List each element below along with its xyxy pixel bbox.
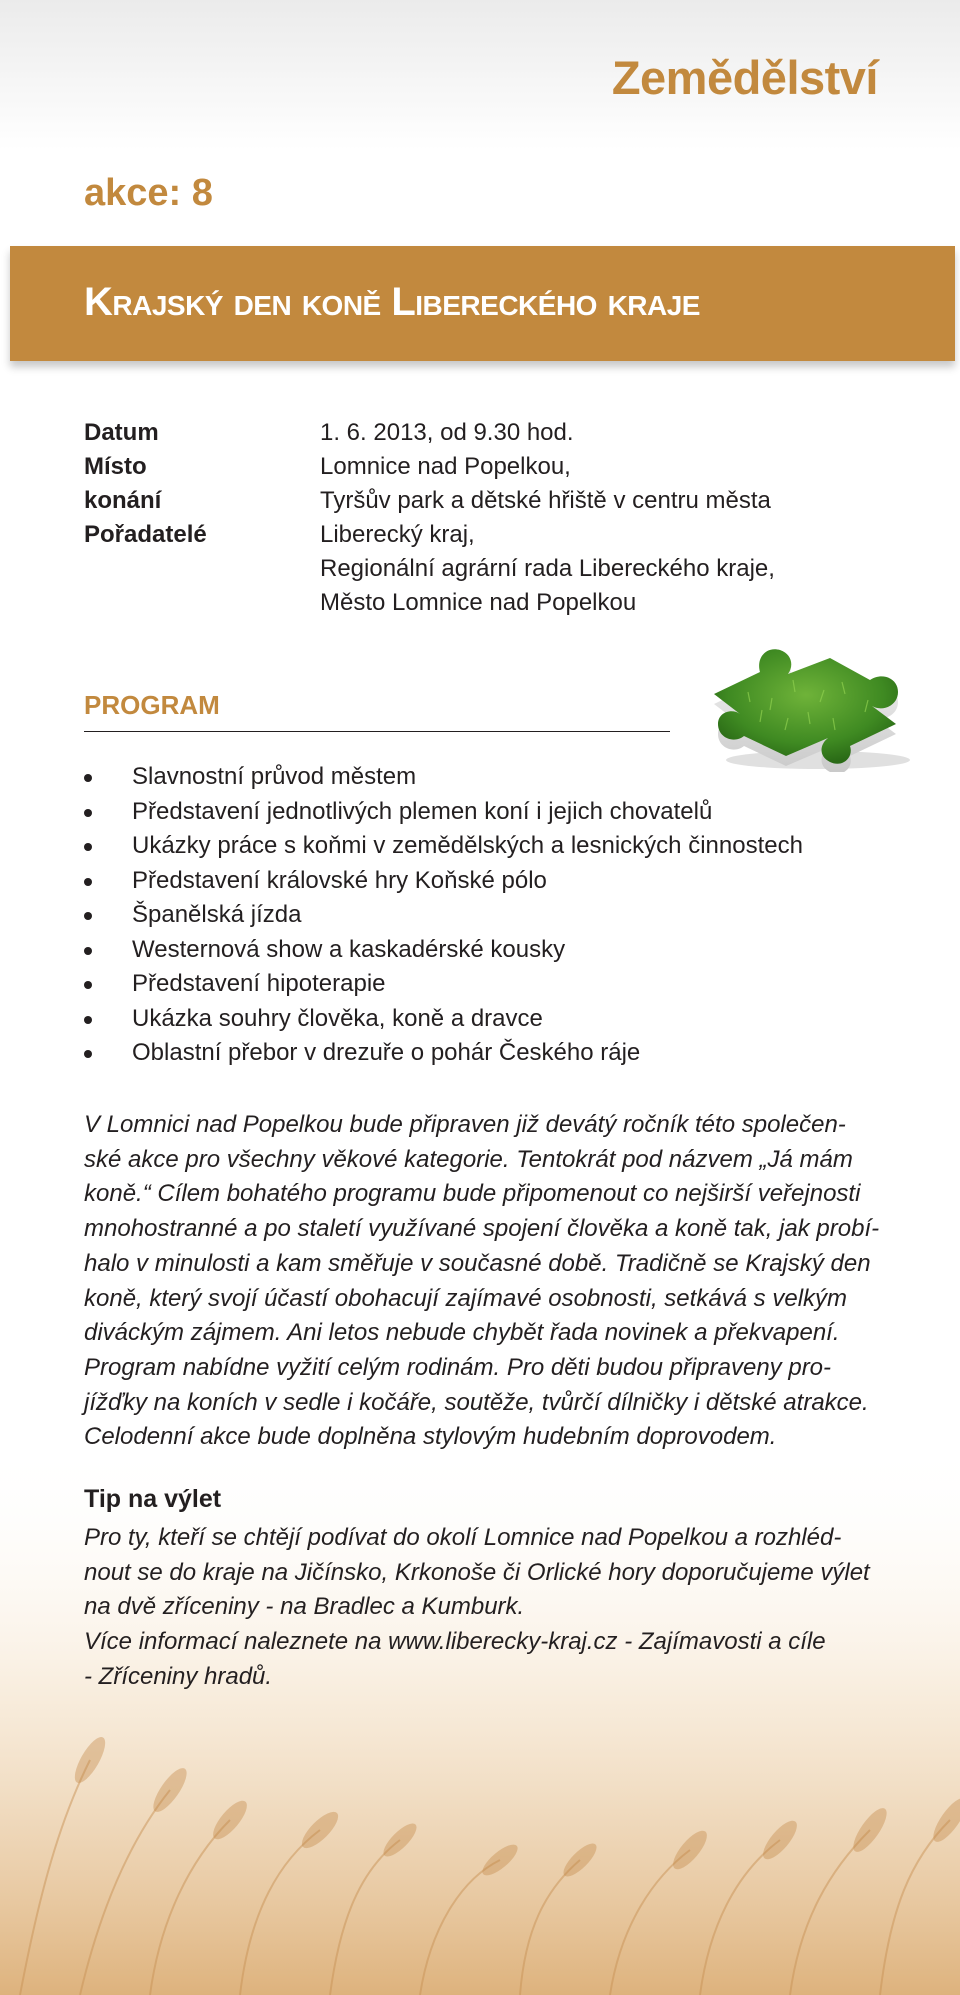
list-item xyxy=(84,795,803,830)
organizer-line: Město Lomnice nad Popelkou xyxy=(320,589,637,616)
bullet-icon xyxy=(84,774,92,782)
bullet-icon xyxy=(84,947,92,955)
grass-puzzle-icon xyxy=(700,612,920,772)
description-line: koně.“ Cílem bohatého programu bude připomenout co nejširší veřejnosti xyxy=(84,1180,861,1208)
event-title: Krajský den koně Libereckého kraje xyxy=(84,280,700,324)
place-value-line: Tyršův park a dětské hřiště v centru města xyxy=(320,487,771,514)
date-label: Datum xyxy=(84,419,159,446)
place-value-line: Lomnice nad Popelkou, xyxy=(320,453,571,480)
list-item-text: Představení královské hry Koňské pólo xyxy=(132,866,547,894)
bullet-icon xyxy=(84,1050,92,1058)
bullet-icon xyxy=(84,912,92,920)
description-line: Celodenní akce bude doplněna stylovým hudebním doprovodem. xyxy=(84,1423,777,1451)
list-item-text: Oblastní přebor v drezuře o pohár Českého ráje xyxy=(132,1039,641,1066)
tip-line: Více informací naleznete na www.liberecky-kraj.cz - Zajímavosti a cíle xyxy=(84,1628,826,1656)
list-item-text: Španělská jízda xyxy=(132,901,302,928)
bullet-icon xyxy=(84,878,92,886)
action-number: akce: 8 xyxy=(84,172,213,214)
organizer-line: Regionální agrární rada Libereckého kraje, xyxy=(320,555,775,582)
tip-text xyxy=(84,1521,880,1695)
bullet-icon xyxy=(84,981,92,989)
description-line: jížďky na koních v sedle i kočáře, soutěže, tvůrčí dílničky i dětské atrakce. xyxy=(84,1388,869,1416)
list-item xyxy=(84,898,803,933)
bullet-icon xyxy=(84,843,92,851)
list-item-text: Ukázka souhry člověka, koně a dravce xyxy=(132,1004,543,1032)
date-value: 1. 6. 2013, od 9.30 hod. xyxy=(320,419,574,446)
list-item-text: Představení jednotlivých plemen koní i jejich chovatelů xyxy=(132,797,713,825)
list-item-text: Slavnostní průvod městem xyxy=(132,763,417,790)
bullet-icon xyxy=(84,809,92,817)
list-item-text: Představení hipoterapie xyxy=(132,970,386,997)
description-line: diváckým zájmem. Ani letos nebude chybět řada novinek a překvapení. xyxy=(84,1319,840,1347)
category-title: Zemědělství xyxy=(611,51,878,104)
list-item xyxy=(84,1002,803,1037)
program-list xyxy=(84,760,803,1071)
place-label: Místo konání xyxy=(84,453,162,514)
description-line: mnohostranné a po staletí využívané spojení člověka a koně tak, jak probí- xyxy=(84,1215,880,1243)
description-line: ské akce pro všechny věkové kategorie. Tentokrát pod názvem „Já mám xyxy=(84,1145,853,1173)
tip-heading: Tip na výlet xyxy=(84,1485,222,1513)
description-line: halo v minulosti a kam směřuje v současné době. Tradičně se Krajský den xyxy=(84,1249,871,1277)
title-banner xyxy=(10,246,955,361)
tip-line: nout se do kraje na Jičínsko, Krkonoše či Orlické hory doporučujeme výlet xyxy=(84,1558,870,1586)
tip-line: - Zříceniny hradů. xyxy=(84,1662,273,1690)
list-item xyxy=(84,967,803,1002)
program-divider xyxy=(84,731,670,732)
tip-line: na dvě zříceniny - na Bradlec a Kumburk. xyxy=(84,1593,525,1621)
description-line: Program nabídne vyžití celým rodinám. Pro děti budou připraveny pro- xyxy=(84,1353,832,1381)
list-item-text: Ukázky práce s koňmi v zemědělských a lesnických činnostech xyxy=(132,832,803,859)
description-line: V Lomnici nad Popelkou bude připraven již devátý ročník této společen- xyxy=(84,1111,846,1138)
list-item xyxy=(84,760,803,795)
description-line: koně, který svojí účastí obohacují zajímavé osobnosti, setkává s velkým xyxy=(84,1284,848,1312)
list-item xyxy=(84,864,803,899)
tip-line: Pro ty, kteří se chtějí podívat do okolí Lomnice nad Popelkou a rozhléd- xyxy=(84,1524,842,1551)
list-item xyxy=(84,1036,803,1071)
list-item xyxy=(84,933,803,968)
program-heading: PROGRAM xyxy=(84,690,220,720)
list-item-text: Westernová show a kaskadérské kousky xyxy=(132,935,566,963)
list-item xyxy=(84,829,803,864)
organizer-line: Liberecký kraj, xyxy=(320,521,475,548)
organizers-label: Pořadatelé xyxy=(84,521,207,548)
event-description xyxy=(84,1108,880,1455)
bullet-icon xyxy=(84,1016,92,1024)
